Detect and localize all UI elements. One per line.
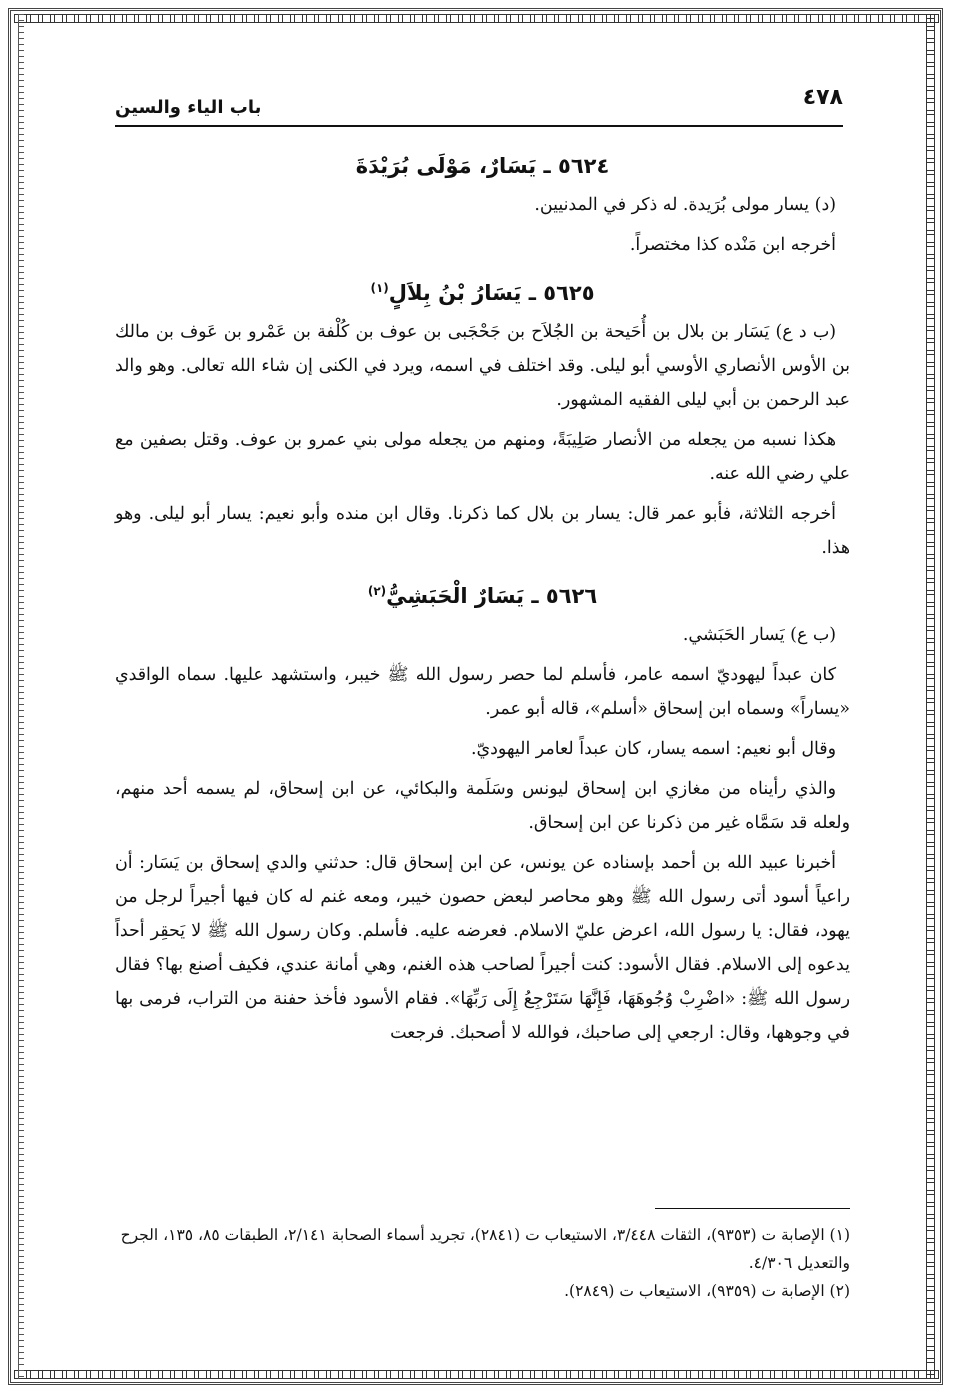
footnote-item: (٢) الإصابة ت (٩٣٥٩)، الاستيعاب ت (٢٨٤٩).: [564, 1282, 850, 1300]
entry-paragraph: والذي رأيناه من مغازي ابن إسحاق ليونس وسَلَمة والبكائي، عن ابن إسحاق، لم يسمه أحد منهم، ولعله قد سَمَّاه غير من ذكرنا عن ابن إسحاق.: [115, 779, 850, 833]
entry-paragraph: كان عبداً ليهوديّ اسمه عامر، فأسلم لما حصر رسول الله ﷺ خيبر، واستشهد عليها. سماه الواقدي «يساراً» وسماه ابن إسحاق «أسلم»، قاله أبو عمر.: [115, 665, 850, 719]
entry-paragraph: (ب ع) يَسار الحَبَشي.: [682, 625, 836, 645]
page-number: ٤٧٨: [802, 85, 843, 110]
entry-5625: [115, 268, 850, 565]
footnote-item: (١) الإصابة ت (٩٣٥٣)، الثقات ٣/٤٤٨، الاستيعاب ت (٢٨٤١)، تجريد أسماء الصحابة ٢/١٤١، الطبقات ٨٥، ١٣٥، الجرح والتعديل ٤/٣٠٦.: [120, 1226, 850, 1272]
entry-5626: [115, 571, 850, 1050]
chapter-title: باب الياء والسين: [115, 97, 262, 118]
footnote-marker: (١): [370, 281, 389, 295]
entry-title: [115, 571, 850, 616]
entry-paragraph: أخرجه الثلاثة، فأبو عمر قال: يسار بن بلال كما ذكرنا. وقال ابن منده وأبو نعيم: يسار أبو ليلى. وهو هذا.: [115, 504, 850, 558]
page-header: [115, 85, 843, 127]
border-chain-left: [18, 14, 24, 1379]
footnote-divider: [655, 1208, 850, 1209]
footnotes: [115, 1208, 850, 1305]
border-chain-top: [14, 14, 939, 23]
main-text: [115, 140, 850, 1056]
entry-title: [115, 268, 850, 313]
entry-5624: [115, 146, 850, 262]
border-chain-bottom: [14, 1370, 939, 1379]
entry-title-text: ٥٦٢٥ ـ يَسَارُ بْنُ بِلاَلٍ: [388, 281, 595, 305]
footnote-list: [115, 1221, 850, 1305]
footnote-marker: (٢): [367, 584, 387, 598]
border-chain-right: [926, 14, 935, 1379]
entry-title: ٥٦٢٤ ـ يَسَارٌ، مَوْلَى بُرَيْدَةَ: [355, 154, 610, 178]
entry-paragraph: (ب د ع) يَسَار بن بلال بن أُحَيحة بن الجُلاَح بن جَحْجَبى بن عوف بن كُلْفة بن عَمْرو بن عَوف بن مالك بن الأوس الأنصاري الأوسي أبو ليلى. وقد اختلف في اسمه، ويرد في الكنى إن شاء الله تعالى. وهو والد عبد الرحمن بن أبي ليلى الفقيه المشهور.: [115, 322, 850, 410]
entry-paragraph: هكذا نسبه من يجعله من الأنصار صَلِيبَةً، ومنهم من يجعله مولى بني عمرو بن عوف. وقتل بصفين مع علي رضي الله عنه.: [115, 430, 850, 484]
entry-title-text: ٥٦٢٦ ـ يَسَارٌ الْحَبَشِيُّ: [386, 584, 598, 608]
entry-paragraph: وقال أبو نعيم: اسمه يسار، كان عبداً لعامر اليهوديّ.: [471, 739, 836, 759]
entry-paragraph: أخبرنا عبيد الله بن أحمد بإسناده عن يونس، عن ابن إسحاق قال: حدثني والدي إسحاق بن يَسَار: أن راعياً أسود أتى رسول الله ﷺ وهو محاصر لبعض حصون خيبر، ومعه غنم له كان فيها أجيراً لرجل من يهود، فقال: يا رسول الله، اعرض عليّ الاسلام. فعرضه عليه. فأسلم. وكان رسول الله ﷺ لا يَحقِر أحداً يدعوه إلى الاسلام. فقال الأسود: كنت أجيراً لصاحب هذه الغنم، وهي أمانة عندي، فكيف أصنع بها؟ فقال رسول الله ﷺ: «اضْرِبْ وُجُوهَهَا، فَإِنَّهَا سَتَرْجِعُ إِلَى رَبِّهَا». فقام الأسود فأخذ حفنة من التراب، فرمى بها في وجوهها، وقال: ارجعي إلى صاحبك، فوالله لا أصحبك. فرجعت: [115, 853, 850, 1043]
entry-paragraph: أخرجه ابن مَنْده كذا مختصراً.: [629, 235, 836, 255]
entry-paragraph: (د) يسار مولى بُرَيدة. له ذكر في المدنيين.: [534, 195, 836, 215]
